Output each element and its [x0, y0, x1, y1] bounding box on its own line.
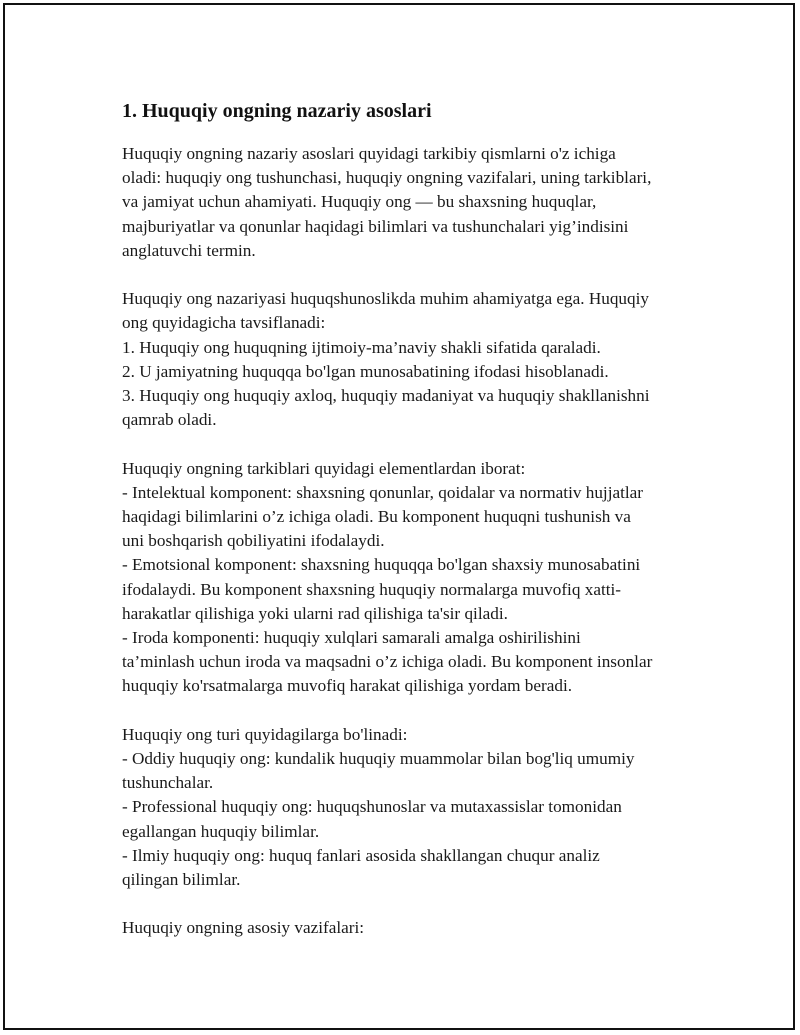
text-line: - Ilmiy huquqiy ong: huquq fanlari asosida shakllangan chuqur analiz: [122, 845, 600, 865]
text-line: - Oddiy huquqiy ong: kundalik huquqiy muammolar bilan bog'liq umumiy: [122, 749, 635, 769]
text-line: - Emotsional komponent: shaxsning huquqqa bo'lgan shaxsiy munosabatini: [122, 555, 641, 575]
text-line: - Intelektual komponent: shaxsning qonunlar, qoidalar va normativ hujjatlar: [122, 482, 644, 502]
text-line: haqidagi bilimlarini o’z ichiga oladi. Bu komponent huquqni tushunish va: [122, 507, 631, 527]
page-frame: [3, 3, 795, 1030]
text-line: Huquqiy ongning tarkiblari quyidagi elementlardan iborat:: [122, 458, 526, 478]
text-line: ong quyidagicha tavsiflanadi:: [122, 313, 326, 333]
text-line: Huquqiy ongning nazariy asoslari quyidagi tarkibiy qismlarni o'z ichiga: [122, 144, 616, 163]
text-line: va jamiyat uchun ahamiyati. Huquqiy ong — bu shaxsning huquqlar,: [122, 192, 597, 212]
text-line: Huquqiy ong turi quyidagilarga bo'linadi:: [122, 724, 408, 744]
section-heading: 1. Huquqiy ongning nazariy asoslari: [122, 100, 432, 122]
text-line: ta’minlash uchun iroda va maqsadni o’z ichiga oladi. Bu komponent insonlar: [122, 652, 653, 672]
text-line: qamrab oladi.: [122, 410, 217, 430]
text-line: anglatuvchi termin.: [122, 240, 256, 260]
paragraph-3: [122, 457, 702, 699]
text-line: harakatlar qilishiga yoki ularni rad qilishiga ta'sir qiladi.: [122, 603, 508, 623]
text-line: qilingan bilimlar.: [122, 870, 241, 890]
text-line: - Iroda komponenti: huquqiy xulqlari samarali amalga oshirilishini: [122, 628, 581, 648]
text-line: 2. U jamiyatning huquqqa bo'lgan munosabatining ifodasi hisoblanadi.: [122, 361, 609, 381]
text-line: egallangan huquqiy bilimlar.: [122, 821, 320, 841]
paragraph-1: [122, 142, 702, 263]
paragraph-4: [122, 723, 702, 892]
document-body: [122, 98, 702, 965]
text-line: 1. Huquqiy ong huquqning ijtimoiy-ma’naviy shakli sifatida qaraladi.: [122, 337, 601, 357]
text-line: 3. Huquqiy ong huquqiy axloq, huquqiy madaniyat va huquqiy shakllanishni: [122, 386, 650, 406]
paragraph-5: [122, 916, 702, 940]
paragraph-2: [122, 287, 702, 432]
text-line: - Professional huquqiy ong: huquqshunoslar va mutaxassislar tomonidan: [122, 797, 622, 817]
text-line: Huquqiy ong nazariyasi huquqshunoslikda muhim ahamiyatga ega. Huquqiy: [122, 289, 649, 309]
text-line: oladi: huquqiy ong tushunchasi, huquqiy ongning vazifalari, uning tarkiblari,: [122, 168, 652, 188]
text-line: majburiyatlar va qonunlar haqidagi bilimlari va tushunchalari yig’indisini: [122, 216, 629, 236]
paragraphs-container: [122, 142, 702, 941]
text-line: uni boshqarish qobiliyatini ifodalaydi.: [122, 531, 385, 551]
text-line: Huquqiy ongning asosiy vazifalari:: [122, 918, 365, 938]
text-line: ifodalaydi. Bu komponent shaxsning huquqiy normalarga muvofiq xatti-: [122, 579, 621, 599]
text-line: huquqiy ko'rsatmalarga muvofiq harakat qilishiga yordam beradi.: [122, 676, 573, 696]
text-line: tushunchalar.: [122, 773, 214, 793]
